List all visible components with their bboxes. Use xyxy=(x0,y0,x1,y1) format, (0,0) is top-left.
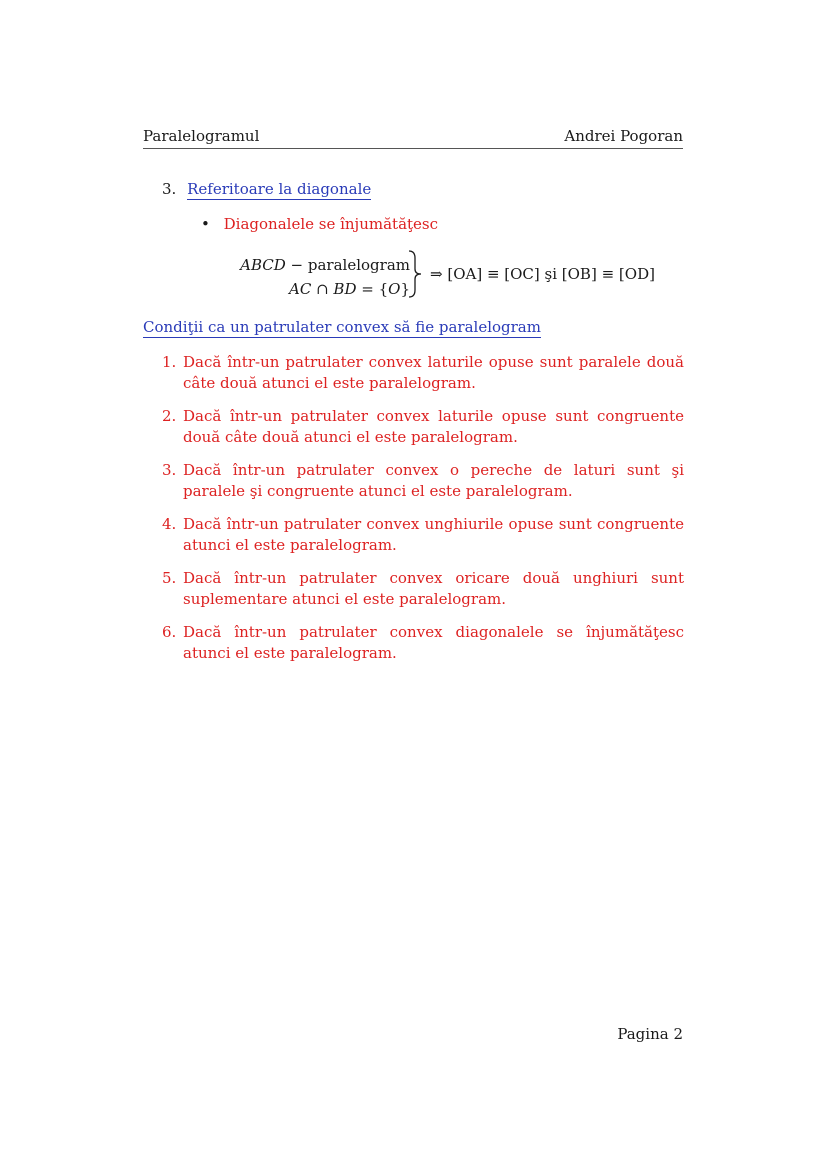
bullet-dot-icon: • xyxy=(201,215,210,233)
list-item-number: 6. xyxy=(162,623,177,641)
list-item-text: Dacă într-un patrulater convex diagonalele se înjumătăţesc atunci el este paralelogram. xyxy=(183,623,684,662)
bullet-item xyxy=(201,215,438,233)
list-item-number: 2. xyxy=(162,407,177,425)
section-3-heading xyxy=(162,180,371,198)
formula-line-2 xyxy=(240,277,410,301)
header-title: Paralelogramul xyxy=(143,127,260,145)
header-author: Andrei Pogoran xyxy=(564,127,683,145)
formula-var-abcd: ABCD xyxy=(240,256,286,274)
bullet-text: Diagonalele se înjumătăţesc xyxy=(223,215,439,233)
formula-var-ac: AC xyxy=(289,280,312,298)
formula-result: ⇒ [OA] ≡ [OC] şi [OB] ≡ [OD] xyxy=(430,265,655,283)
list-item xyxy=(162,568,684,610)
list-item xyxy=(162,514,684,556)
formula-end: } xyxy=(400,280,410,298)
list-item xyxy=(162,622,684,664)
conditions-list xyxy=(162,352,684,676)
list-item-number: 4. xyxy=(162,515,177,533)
formula-line-1 xyxy=(240,253,410,277)
list-item xyxy=(162,352,684,394)
page-header xyxy=(143,127,683,149)
formula-op-intersect: ∩ xyxy=(311,280,334,298)
list-item-text: Dacă într-un patrulater convex laturile opuse sunt paralele două câte două atunci el este paralelogram. xyxy=(183,353,684,392)
section-number: 3. xyxy=(162,180,177,198)
right-brace-icon xyxy=(408,250,422,298)
formula-line1-rest: − paralelogram xyxy=(285,256,410,274)
page-number: Pagina 2 xyxy=(617,1025,683,1043)
list-item-text: Dacă într-un patrulater convex laturile opuse sunt congruente două câte două atunci el este paralelogram. xyxy=(183,407,684,446)
list-item-text: Dacă într-un patrulater convex o pereche de laturi sunt şi paralele şi congruente atunci el este paralelogram. xyxy=(183,461,684,500)
formula-block xyxy=(240,250,680,300)
list-item xyxy=(162,460,684,502)
list-item-number: 5. xyxy=(162,569,177,587)
formula-eq: = { xyxy=(356,280,389,298)
list-item-number: 1. xyxy=(162,353,177,371)
section-title-link[interactable]: Referitoare la diagonale xyxy=(187,180,372,198)
formula-lines xyxy=(240,253,410,301)
list-item-text: Dacă într-un patrulater convex unghiurile opuse sunt congruente atunci el este paralelogram. xyxy=(183,515,684,554)
list-item-text: Dacă într-un patrulater convex oricare două unghiuri sunt suplementare atunci el este paralelogram. xyxy=(183,569,684,608)
conditions-title-link[interactable]: Condiţii ca un patrulater convex să fie paralelogram xyxy=(143,318,541,336)
formula-var-o: O xyxy=(388,280,401,298)
formula-var-bd: BD xyxy=(333,280,357,298)
list-item-number: 3. xyxy=(162,461,177,479)
list-item xyxy=(162,406,684,448)
